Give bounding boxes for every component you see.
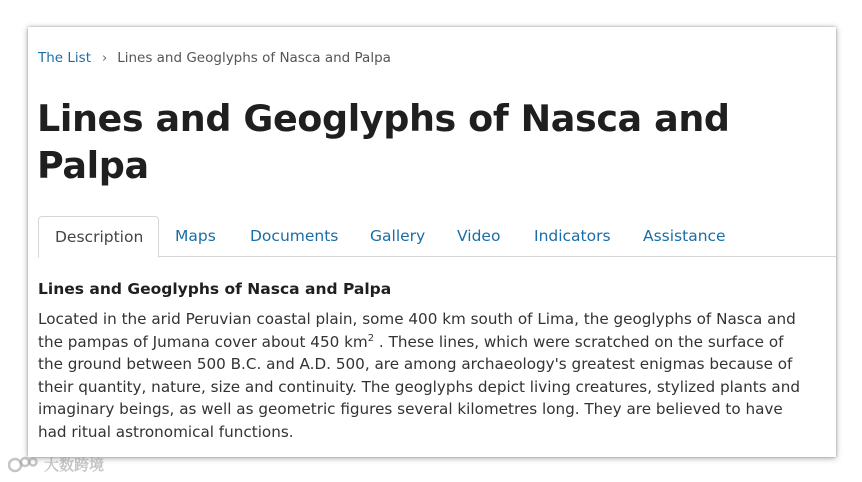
tab-description[interactable]: Description [38, 216, 159, 258]
breadcrumb-current: Lines and Geoglyphs of Nasca and Palpa [117, 50, 391, 66]
tab-assistance[interactable]: Assistance [643, 227, 726, 245]
superscript-2: 2 [367, 332, 375, 344]
breadcrumb [38, 50, 391, 66]
tab-maps[interactable]: Maps [175, 227, 216, 245]
tab-indicators[interactable]: Indicators [534, 227, 611, 245]
description-text-part-2: . These lines, which were scratched on the surface of the ground between 500 B.C. and A.D. 500, are among archaeology's greatest enigmas because of their quantity, nature, size and continuity. The geoglyphs depict living creatures, stylized plants and imaginary beings, as well as geometric figures several kilometres long. They are believed to have had ritual astronomical functions. [38, 332, 801, 441]
description-text-part-1: Located in the arid Peruvian coastal plain, some 400 km south of Lima, the geoglyphs of Nasca and the pampas of Jumana cover about 450 km [38, 310, 796, 351]
watermark [8, 454, 104, 475]
page-title: Lines and Geoglyphs of Nasca and Palpa [37, 97, 730, 187]
description-text [38, 308, 813, 443]
content-card [28, 27, 836, 457]
breadcrumb-link-the-list[interactable]: The List [38, 50, 91, 66]
chevron-right-icon: › [102, 50, 108, 66]
section-heading: Lines and Geoglyphs of Nasca and Palpa [38, 280, 392, 298]
tab-gallery[interactable]: Gallery [370, 227, 426, 245]
watermark-text: 大数跨境 [44, 456, 105, 474]
watermark-logo-icon [8, 455, 38, 475]
tab-bar [38, 216, 836, 257]
tab-video[interactable]: Video [457, 227, 501, 245]
tab-documents[interactable]: Documents [250, 227, 339, 245]
